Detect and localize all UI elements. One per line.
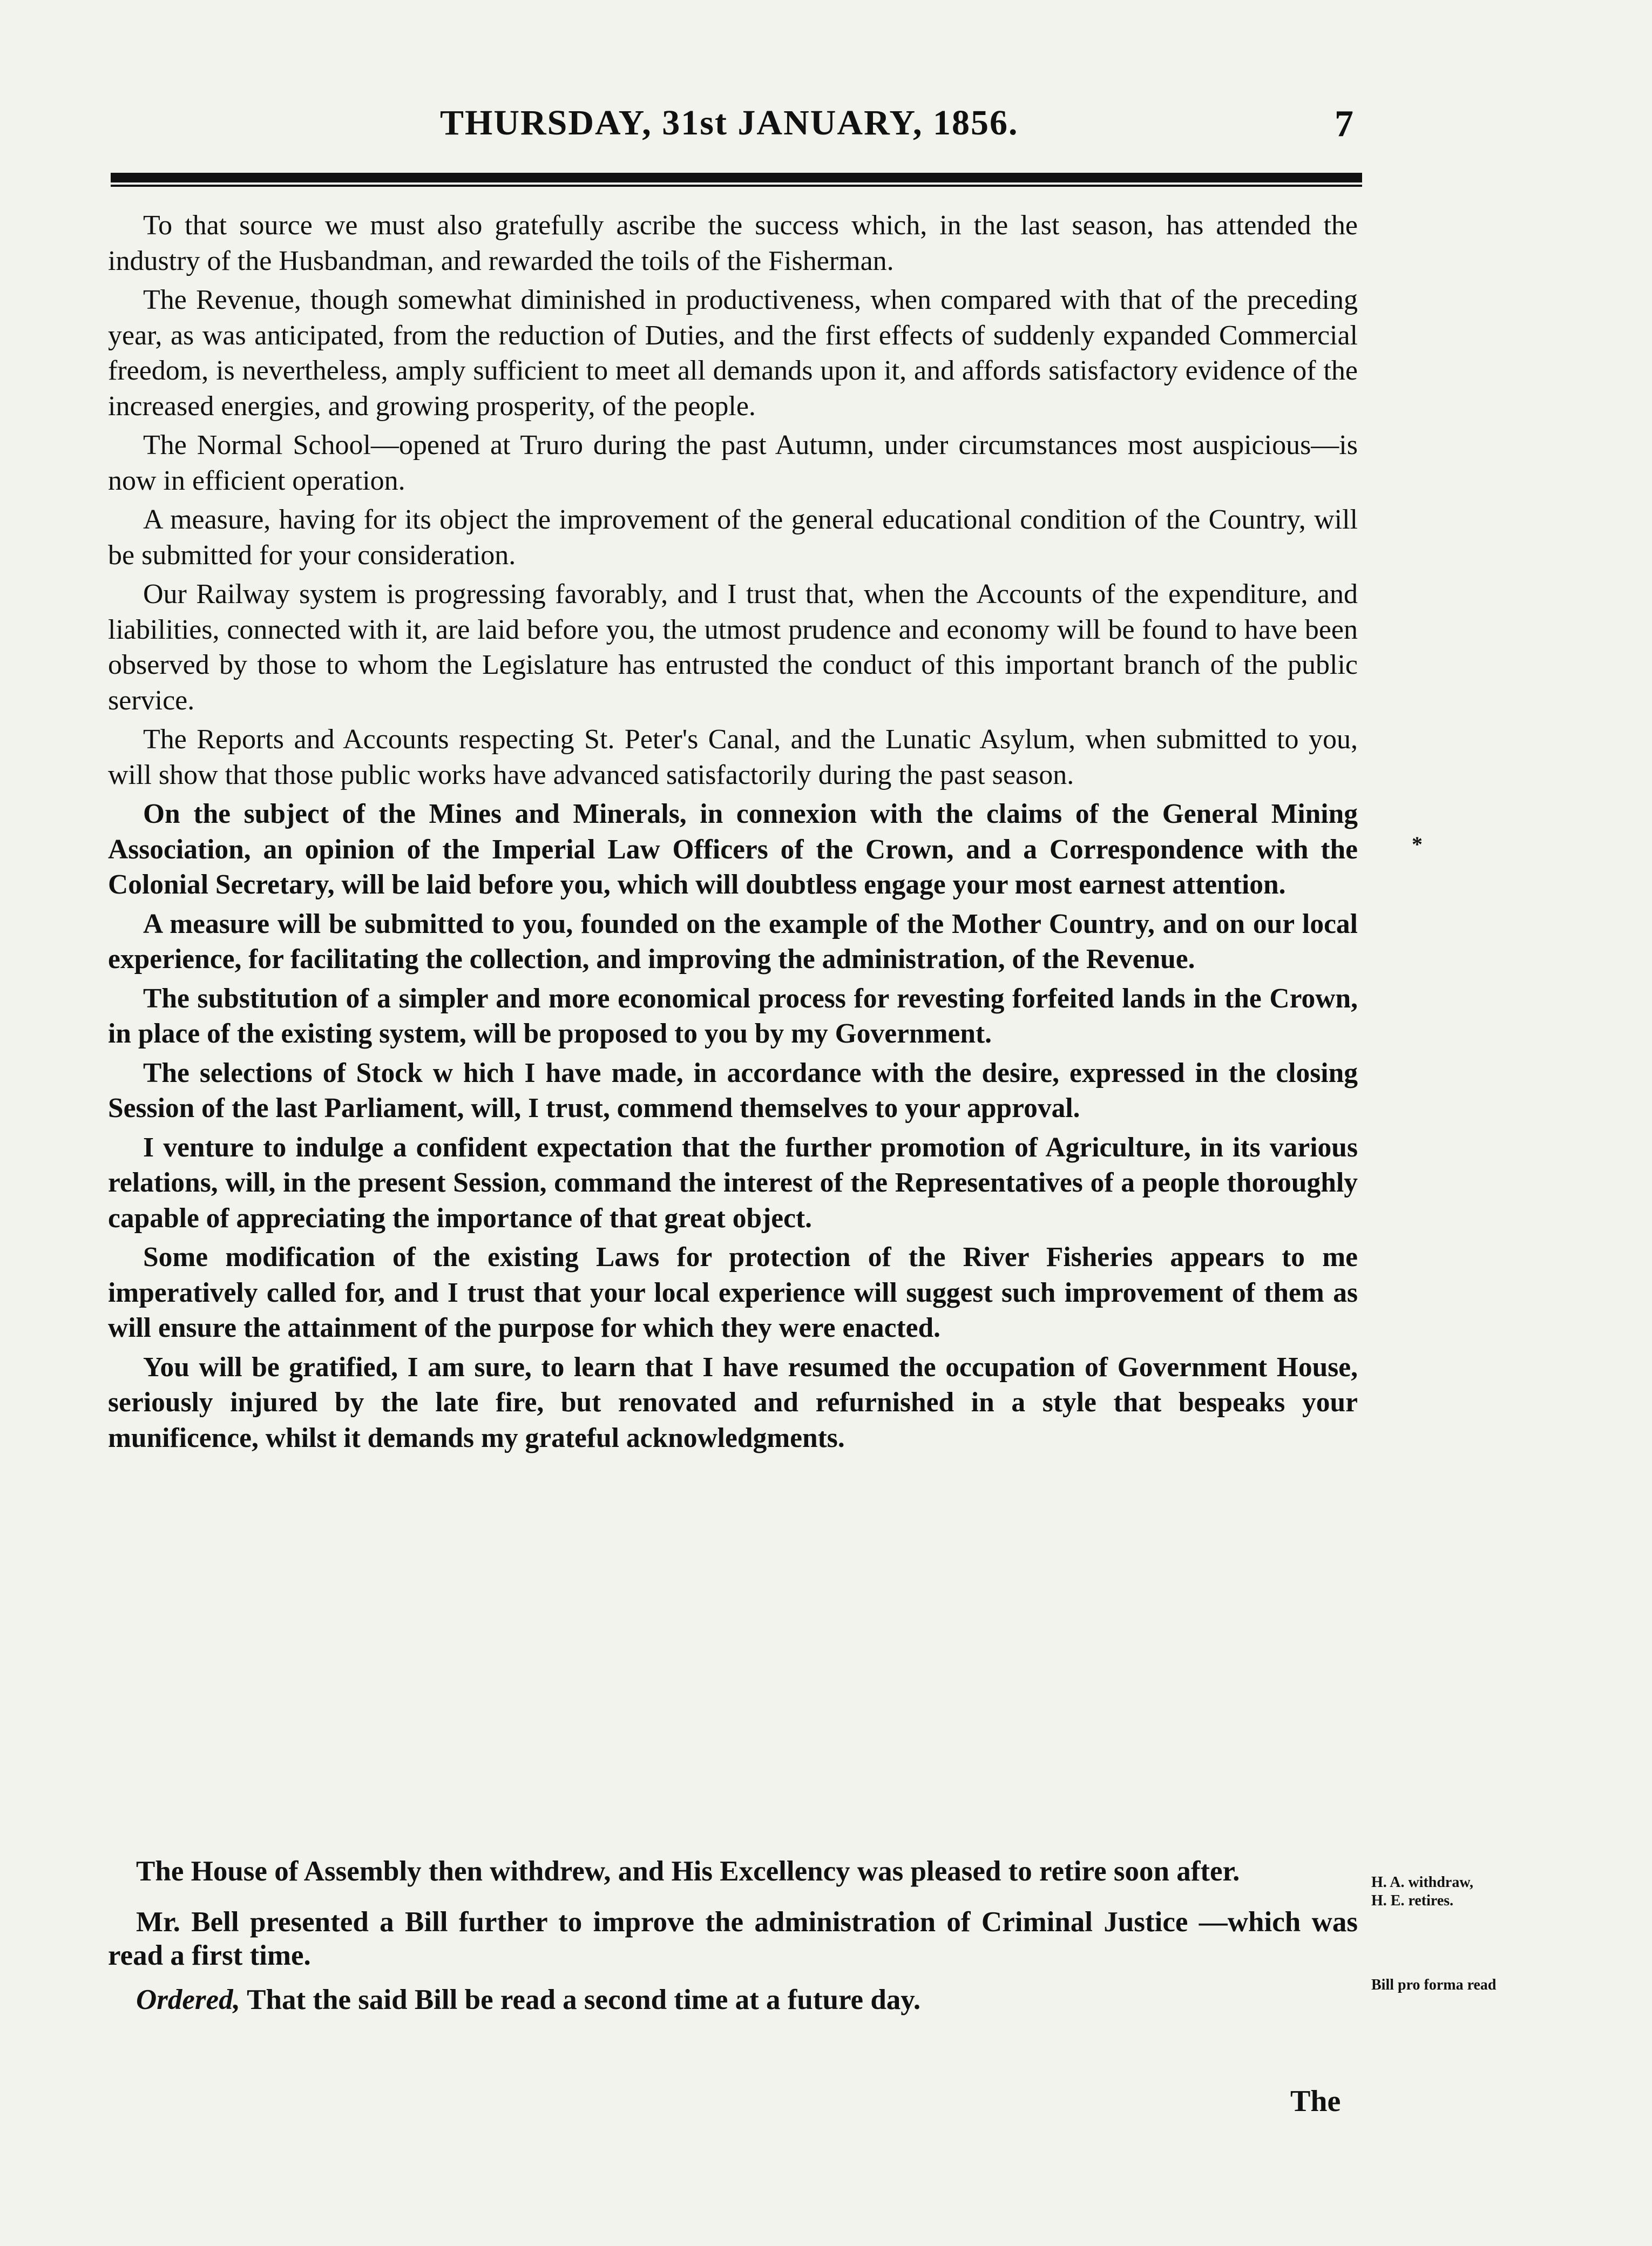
header-rule [111, 173, 1362, 182]
paragraph: The Normal School—opened at Truro during the past Autumn, under circumstances most auspicious—is now in efficient operation. [108, 430, 1358, 496]
paragraph: A measure will be submitted to you, founded on the example of the Mother Country, and on our local experience, for facilitating the collection, and improving the administration, of the Revenue. [108, 908, 1358, 975]
paragraph: You will be gratified, I am sure, to learn that I have resumed the occupation of Government House, seriously injured by the late fire, but renovated and refurnished in a style that bespeaks your munificence, whilst it demands my grateful acknowledgments. [108, 1351, 1358, 1453]
paragraph: I venture to indulge a confident expectation that the further promotion of Agriculture, in its various relations, will, in the present Session, command the interest of the Representatives of a people thoroughly capable of appreciating the importance of that great object. [108, 1132, 1358, 1234]
header-rule-thin [111, 185, 1362, 187]
page-number: 7 [1335, 103, 1353, 145]
margin-note-withdraw [1371, 1873, 1473, 1910]
ordered-text: That the said Bill be read a second time at a future day. [240, 1984, 921, 2015]
paragraph: The substitution of a simpler and more economical process for revesting forfeited lands in the Crown, in place of the existing system, will be proposed to you by my Government. [108, 983, 1358, 1049]
paragraph: The Revenue, though somewhat diminished in productiveness, when compared with that of the preceding year, as was anticipated, from the reduction of Duties, and the first effects of suddenly expanded Commercial freedom, is nevertheless, amply sufficient to meet all demands upon it, and affords satisfactory evidence of the increased energies, and growing prosperity, of the people. [108, 285, 1358, 422]
paragraph: Some modification of the existing Laws for protection of the River Fisheries appears to me imperatively called for, and I trust that your local experience will suggest such improvement of them as will ensure the attainment of the purpose for which they were enacted. [108, 1242, 1358, 1343]
paragraph: The selections of Stock w hich I have made, in accordance with the desire, expressed in the closing Session of the last Parliament, will, I trust, commend themselves to your approval. [108, 1057, 1358, 1124]
asterisk-mark: * [1412, 832, 1423, 856]
catchword: The [1290, 2085, 1341, 2118]
ordered-label: Ordered, [136, 1984, 240, 2015]
proceedings [108, 1855, 1358, 2034]
paragraph: On the subject of the Mines and Minerals, in connexion with the claims of the General Mining Association, an opinion of the Imperial Law Officers of the Crown, and a Correspondence with the Colonial Secretary, will be laid before you, which will doubtless engage your most earnest attention. [108, 799, 1358, 900]
paragraph: A measure, having for its object the improvement of the general educational condition of the Country, will be submitted for your consideration. [108, 504, 1358, 571]
page-title: THURSDAY, 31st JANUARY, 1856. [440, 103, 1019, 143]
proceeding-withdraw: The House of Assembly then withdrew, and His Excellency was pleased to retire soon after. [136, 1856, 1240, 1887]
speech-text [108, 208, 1358, 1459]
paragraph: Our Railway system is progressing favorably, and I trust that, when the Accounts of the expenditure, and liabilities, connected with it, are laid before you, the utmost prudence and economy will be found to have been observed by those to whom the Legislature has entrusted the conduct of this important branch of the public service. [108, 579, 1358, 716]
proceeding-bill: Mr. Bell presented a Bill further to improve the administration of Criminal Justice —which was read a first time. [108, 1906, 1358, 1971]
margin-note-bill: Bill pro forma read [1371, 1977, 1497, 1993]
margin-note-line: H. E. retires. [1371, 1892, 1454, 1909]
margin-note-line: H. A. withdraw, [1371, 1874, 1474, 1891]
paragraph: To that source we must also gratefully ascribe the success which, in the last season, has attended the industry of the Husbandman, and rewarded the toils of the Fisherman. [108, 210, 1358, 276]
proceeding-order [108, 1983, 1358, 2017]
paragraph: The Reports and Accounts respecting St. Peter's Canal, and the Lunatic Asylum, when submitted to you, will show that those public works have advanced satisfactorily during the past season. [108, 724, 1358, 790]
page-header [111, 103, 1358, 151]
